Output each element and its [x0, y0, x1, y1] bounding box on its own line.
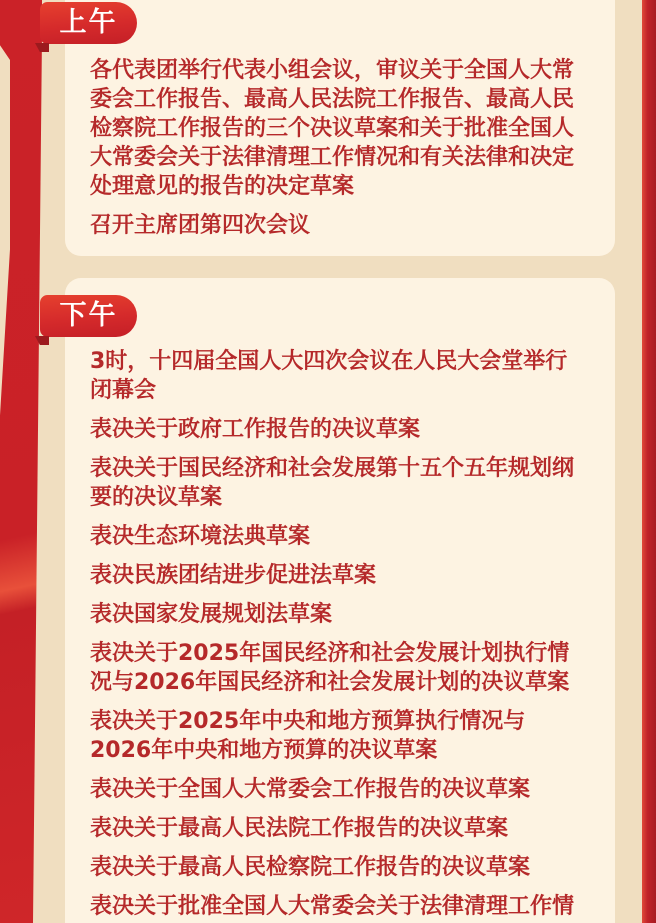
right-ribbon-decoration [642, 0, 656, 923]
agenda-item: 表决关于2025年中央和地方预算执行情况与2026年中央和地方预算的决议草案 [90, 709, 526, 763]
left-ribbon-decoration [0, 0, 42, 923]
agenda-item: 表决生态环境法典草案 [90, 524, 311, 549]
agenda-item: 表决关于批准全国人大常委会关于法律清理工作情 [90, 894, 575, 919]
agenda-item: 表决关于全国人大常委会工作报告的决议草案 [90, 777, 531, 802]
morning-section-card [65, 0, 615, 256]
agenda-item: 表决关于最高人民检察院工作报告的决议草案 [90, 855, 531, 880]
agenda-item: 表决关于最高人民法院工作报告的决议草案 [90, 816, 509, 841]
agenda-item: 表决民族团结进步促进法草案 [90, 563, 377, 588]
morning-badge-label: 上午 [59, 7, 118, 38]
agenda-item: 表决国家发展规划法草案 [90, 602, 333, 627]
morning-badge [40, 2, 137, 44]
afternoon-agenda-list [90, 347, 579, 921]
agenda-item: 各代表团举行代表小组会议，审议关于全国人大常委会工作报告、最高人民法院工作报告、最高人民检察院工作报告的三个决议草案和关于批准全国人大常委会关于法律清理工作情况和有关法律和决定处理意见的报告的决定草案 [90, 58, 575, 199]
agenda-item: 表决关于国民经济和社会发展第十五个五年规划纲要的决议草案 [90, 456, 575, 510]
afternoon-section-card [65, 278, 615, 923]
agenda-item: 召开主席团第四次会议 [90, 213, 311, 238]
morning-agenda-list [90, 56, 579, 240]
agenda-item: 表决关于2025年国民经济和社会发展计划执行情况与2026年国民经济和社会发展计划的决议草案 [90, 641, 570, 695]
agenda-item: 表决关于政府工作报告的决议草案 [90, 417, 421, 442]
afternoon-badge [40, 295, 137, 337]
afternoon-badge-label: 下午 [59, 300, 118, 331]
agenda-item: 3时，十四届全国人大四次会议在人民大会堂举行闭幕会 [90, 349, 568, 403]
